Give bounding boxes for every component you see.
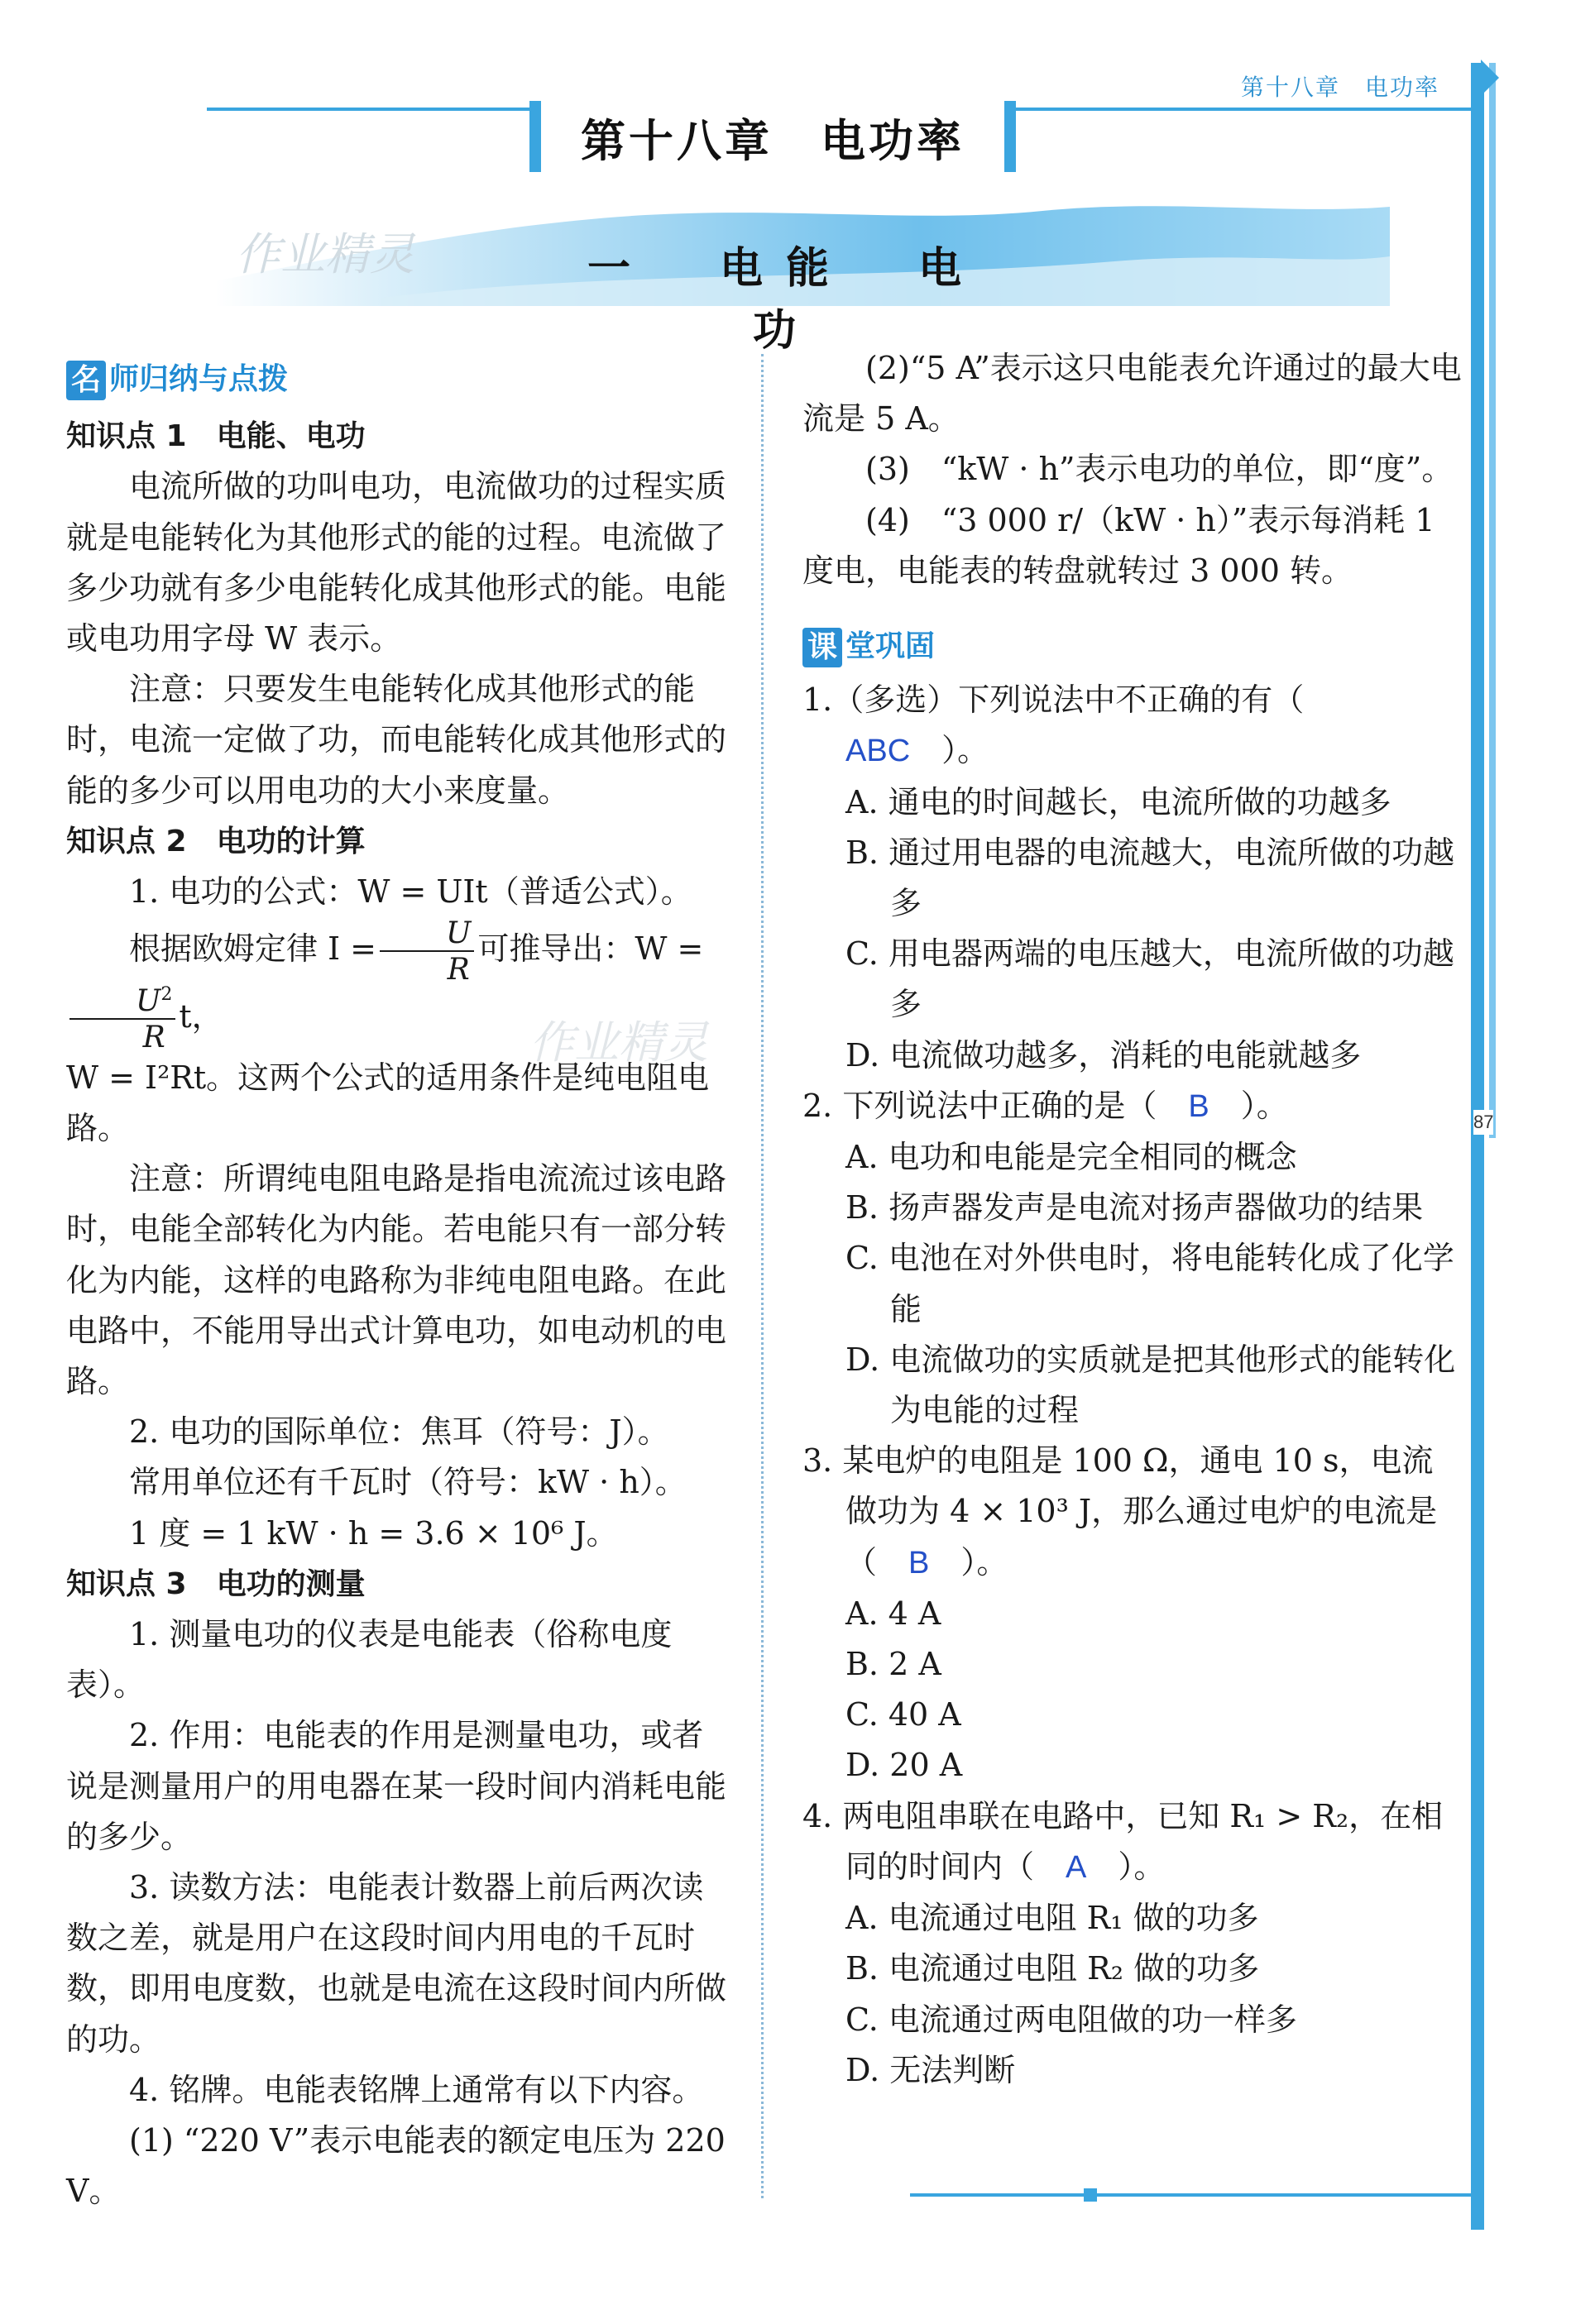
section-label: 师归纳与点拨 [109, 362, 289, 396]
stem-text: ）。 [960, 1543, 1008, 1580]
answer: ABC [845, 734, 911, 769]
option: C. 电流通过两电阻做的功一样多 [845, 2001, 1297, 2038]
option: C. 40 A [845, 1696, 961, 1733]
section-header-practice [802, 621, 1464, 672]
paragraph: 2. 作用：电能表的作用是测量电功，或者说是测量用户的用电器在某一段时间内消耗电能的多少。 [66, 1717, 727, 1855]
paragraph: (2)“5 A”表示这只电能表允许通过的最大电流是 5 A。 [802, 350, 1462, 438]
stem-text: ）。 [1118, 1848, 1166, 1885]
stem-text: 4. 两电阻串联在电路中，已知 R₁ > R₂，在相同的时间内（ [802, 1797, 1444, 1885]
knowledge-point-title: 知识点 2 电功的计算 [66, 824, 366, 858]
formula-text: 可推导出：W = [477, 930, 704, 968]
bottom-square-icon [1084, 2188, 1097, 2202]
formula-text: 根据欧姆定律 I = [129, 930, 377, 968]
fraction-u2-over-r: $\frac{U^2}{R}$ [69, 986, 175, 1053]
paragraph: 注意：所谓纯电阻电路是指电流流过该电路时，电能全部转化为内能。若电能只有一部分转化为内能，这样的电路称为非纯电阻电路。在此电路中，不能用导出式计算电功，如电动机的电路。 [66, 1160, 727, 1399]
left-column [66, 354, 728, 2216]
formula-line: 1. 电功的公式：W = UIt（普适公式）。 [129, 873, 692, 911]
answer: B [908, 1545, 930, 1580]
right-margin-bar [1471, 63, 1484, 2230]
formula-line: W = I²Rt。这两个公式的适用条件是纯电阻电路。 [66, 1059, 710, 1146]
stem-text: ）。 [1240, 1087, 1288, 1124]
running-head: 第十八章 电功率 [1241, 74, 1440, 101]
formula-line [66, 917, 728, 1053]
question-3 [802, 1436, 1464, 1791]
option: C. 用电器两端的电压越大，电流所做的功越多 [845, 935, 1454, 1023]
unit-line: 1 度 = 1 kW · h = 3.6 × 10⁶ J。 [129, 1514, 618, 1552]
paragraph: (4) “3 000 r/（kW · h）”表示每消耗 1 度电，电能表的转盘就转过 3 000 转。 [802, 501, 1435, 589]
paragraph: (1) “220 V”表示电能表的额定电压为 220 V。 [66, 2122, 726, 2210]
right-column [802, 343, 1464, 2096]
question-stem [802, 1081, 1464, 1132]
question-2 [802, 1081, 1464, 1436]
option: D. 20 A [845, 1747, 963, 1784]
unit-line: 2. 电功的国际单位：焦耳（符号：J）。 [129, 1413, 669, 1451]
knowledge-point-title: 知识点 3 电功的测量 [66, 1566, 366, 1601]
question-stem [802, 1791, 1464, 1893]
badge-icon: 课 [802, 628, 842, 667]
knowledge-point-title: 知识点 1 电能、电功 [66, 419, 366, 454]
option: A. 电功和电能是完全相同的概念 [845, 1139, 1297, 1176]
watermark: 作业精灵 [529, 1016, 708, 1069]
paragraph: 注意：只要发生电能转化成其他形式的能时，电流一定做了功，而电能转化成其他形式的能的多少可以用电功的大小来度量。 [66, 671, 727, 809]
corner-arrow-icon [1481, 60, 1499, 96]
option: B. 电流通过电阻 R₂ 做的功多 [845, 1950, 1260, 1987]
stem-text: 1.（多选）下列说法中不正确的有（ [802, 681, 1305, 719]
column-divider [761, 354, 764, 2198]
right-margin-bar-inner [1489, 63, 1496, 1138]
paragraph: 3. 读数方法：电能表计数器上前后两次读数之差，就是用户在这段时间内用电的千瓦时数，即用电度数，也就是电流在这段时间内所做的功。 [66, 1868, 727, 2058]
option: C. 电池在对外供电时，将电能转化成了化学能 [845, 1240, 1454, 1327]
option: B. 通过用电器的电流越大，电流所做的功越多 [845, 834, 1455, 922]
stem-text: ）。 [941, 732, 989, 769]
option: A. 4 A [845, 1595, 941, 1632]
option: A. 电流通过电阻 R₁ 做的功多 [845, 1900, 1259, 1937]
section-label: 堂巩固 [845, 629, 936, 664]
answer: A [1066, 1849, 1087, 1885]
formula-text: t， [179, 997, 223, 1035]
question-4 [802, 1791, 1464, 2096]
bottom-rule [910, 2193, 1481, 2197]
fraction-u-over-r: $\frac{U}{R}$ [380, 919, 474, 985]
option: D. 无法判断 [845, 2051, 1016, 2088]
paragraph: 1. 测量电功的仪表是电能表（俗称电度表）。 [66, 1615, 673, 1704]
chapter-title: 第十八章 电功率 [581, 115, 965, 167]
badge-icon: 名 [66, 361, 106, 400]
question-1 [802, 675, 1464, 1081]
answer: B [1188, 1088, 1209, 1124]
question-stem [802, 1436, 1464, 1589]
option: B. 2 A [845, 1646, 941, 1683]
unit-line: 常用单位还有千瓦时（符号：kW · h）。 [129, 1464, 687, 1501]
stem-text: 3. 某电炉的电阻是 100 Ω，通电 10 s，电流做功为 4 × 10³ J，那么通过电炉的电流是（ [802, 1442, 1438, 1580]
section-title: 一 电能 电功 [587, 244, 984, 356]
stem-text: 2. 下列说法中正确的是（ [802, 1087, 1157, 1124]
option: A. 通电的时间越长，电流所做的功越多 [845, 783, 1391, 820]
paragraph: 电流所做的功叫电功，电流做功的过程实质就是电能转化为其他形式的能的过程。电流做了多少功就有多少电能转化成其他形式的能。电能或电功用字母 W 表示。 [66, 468, 727, 658]
option: D. 电流做功越多，消耗的电能就越多 [845, 1036, 1362, 1074]
option: B. 扬声器发声是电流对扬声器做功的结果 [845, 1189, 1424, 1227]
watermark: 作业精灵 [236, 228, 414, 280]
question-stem [802, 675, 1464, 777]
paragraph: (3) “kW · h”表示电功的单位，即“度”。 [865, 451, 1454, 488]
section-header-teacher [66, 354, 728, 404]
page-number: 87 [1473, 1110, 1493, 1135]
option: D. 电流做功的实质就是把其他形式的能转化为电能的过程 [845, 1341, 1456, 1429]
paragraph: 4. 铭牌。电能表铭牌上通常有以下内容。 [129, 2071, 704, 2108]
